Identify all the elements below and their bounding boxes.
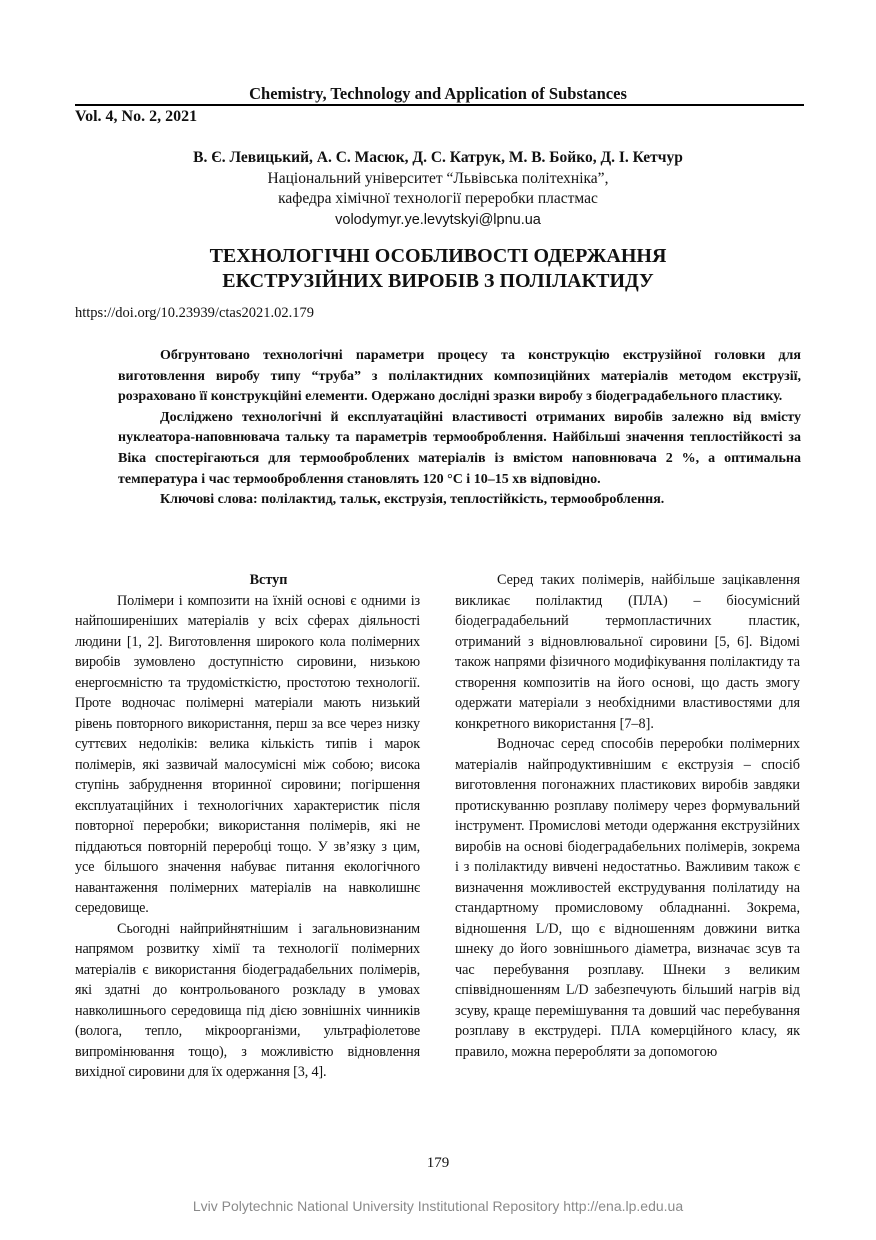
author-email[interactable]: volodymyr.ye.levytskyi@lpnu.ua <box>335 211 541 228</box>
affiliation-line-2: кафедра хімічної технології переробки пластмас <box>278 190 598 207</box>
keywords: Ключові слова: полілактид, тальк, екструзія, теплостійкість, термооброблення. <box>160 492 665 508</box>
right-paragraph-2: Водночас серед способів переробки полімерних матеріалів найпродуктивнішим є екструзія – спосіб виготовлення погонажних пластикових виробів завдяки протискуванню розплаву полімеру через формувальний інструмент. Промислові методи одержання екструзійних виробів на основі біодеградабельних полімерів, зокрема і з полілактиду вивчені недостатньо. Важливим також є визначення можливостей екструдування полілатиду на стандартному промисловому обладнанні. Зокрема, відношення L/D, що є відношенням довжини витка шнеку до його зовнішнього діаметра, визначає зсув та час перебування розплаву. Шнеки з великим співвідношенням L/D забезпечують більший нагрів від зсуву, краще перемішування та довший час перебування розплаву в екструдері. ПЛА комерційного класу, як правило, можна переробляти за допомогою <box>455 736 800 1060</box>
left-paragraph-2: Сьогодні найприйнятнішим і загальновизнаним напрямом розвитку хімії та технології полімерних матеріалів є використання біодеградабельних полімерів, які здатні до контрольованого розкладу в умовах навколишнього середовища під дією зовнішніх чинників (волога, тепло, мікроорганізми, ультрафіолетове випромінювання тощо), з можливістю відновлення вихідної сировини для їх одержання [3, 4]. <box>75 920 420 1080</box>
repository-footer[interactable]: Lviv Polytechnic National University Institutional Repository http://ena.lp.edu.ua <box>192 1198 684 1214</box>
right-paragraph-1: Серед таких полімерів, найбільше зацікавлення викликає полілактид (ПЛА) – біосумісний біодеградабельний термопластичних пластик, отриманий з відновлювальної сировини [5, 6]. Відомі також напрями фізичного модифікування полілактиду та створення композитів на його основі, що дасть змогу одержати матеріали з необхідними властивостями для конкретного використання [7–8]. <box>455 572 800 732</box>
right-column <box>455 570 800 1062</box>
header-rule <box>75 104 804 106</box>
abstract-paragraph-1: Обгрунтовано технологічні параметри процесу та конструкцію екструзійної головки для виготовлення виробу типу “труба” з полілактидних композиційних матеріалів методом екструзії, розраховано її конструкційні елементи. Одержано дослідні зразки виробу з біодеградабельного пластику. <box>118 348 801 405</box>
doi-link[interactable]: https://doi.org/10.23939/ctas2021.02.179 <box>75 305 314 321</box>
author-names: В. Є. Левицький, А. С. Масюк, Д. С. Катрук, М. В. Бойко, Д. І. Кетчур <box>193 149 683 166</box>
left-column <box>75 570 420 1083</box>
abstract-paragraph-2: Досліджено технологічні й експлуатаційні властивості отриманих виробів залежно від вмісту нуклеатора-наповнювача тальку та параметрів термооброблення. Найбільші значення теплостійкості за Віка спостерігаються для термооброблених матеріалів із вмістом наповнювача 2 %, а оптимальна температура і час термооброблення становлять 120 °C і 10–15 хв відповідно. <box>118 409 801 487</box>
title-line-1: ТЕХНОЛОГІЧНІ ОСОБЛИВОСТІ ОДЕРЖАННЯ <box>209 245 667 267</box>
volume-info: Vol. 4, No. 2, 2021 <box>75 108 198 125</box>
left-paragraph-1: Полімери і композити на їхній основі є одними із найпоширеніших матеріалів у всіх сферах діяльності людини [1, 2]. Виготовлення широкого кола полімерних виробів зумовлено доступністю сировини, низькою енергоємністю та трудомісткістю, простотою технології. Проте водночас полімерні матеріали мають низький рівень повторного використання, перш за все через низку суттєвих недоліків: велика кількість типів і марок полімерів, які зазвичай малосумісні між собою; висока ступінь забруднення вторинної сировини; погіршення експлуатаційних і технологічних характеристик після повторної переробки; використання полімерів, які не піддаються повторній переробці тощо. У зв’язку з цим, усе більшого значення набуває питання екологічного навантаження полімерних матеріалів на навколишнє середовище. <box>75 592 420 916</box>
author-block <box>0 148 876 230</box>
page-number: 179 <box>426 1155 450 1171</box>
section-title-intro: Вступ <box>249 572 288 588</box>
abstract <box>118 346 801 511</box>
title-line-2: ЕКСТРУЗІЙНИХ ВИРОБІВ З ПОЛІЛАКТИДУ <box>222 270 654 292</box>
paper-title <box>0 244 876 294</box>
affiliation-line-1: Національний університет “Львівська політехніка”, <box>267 169 609 187</box>
journal-title: Chemistry, Technology and Application of Substances <box>249 84 627 103</box>
